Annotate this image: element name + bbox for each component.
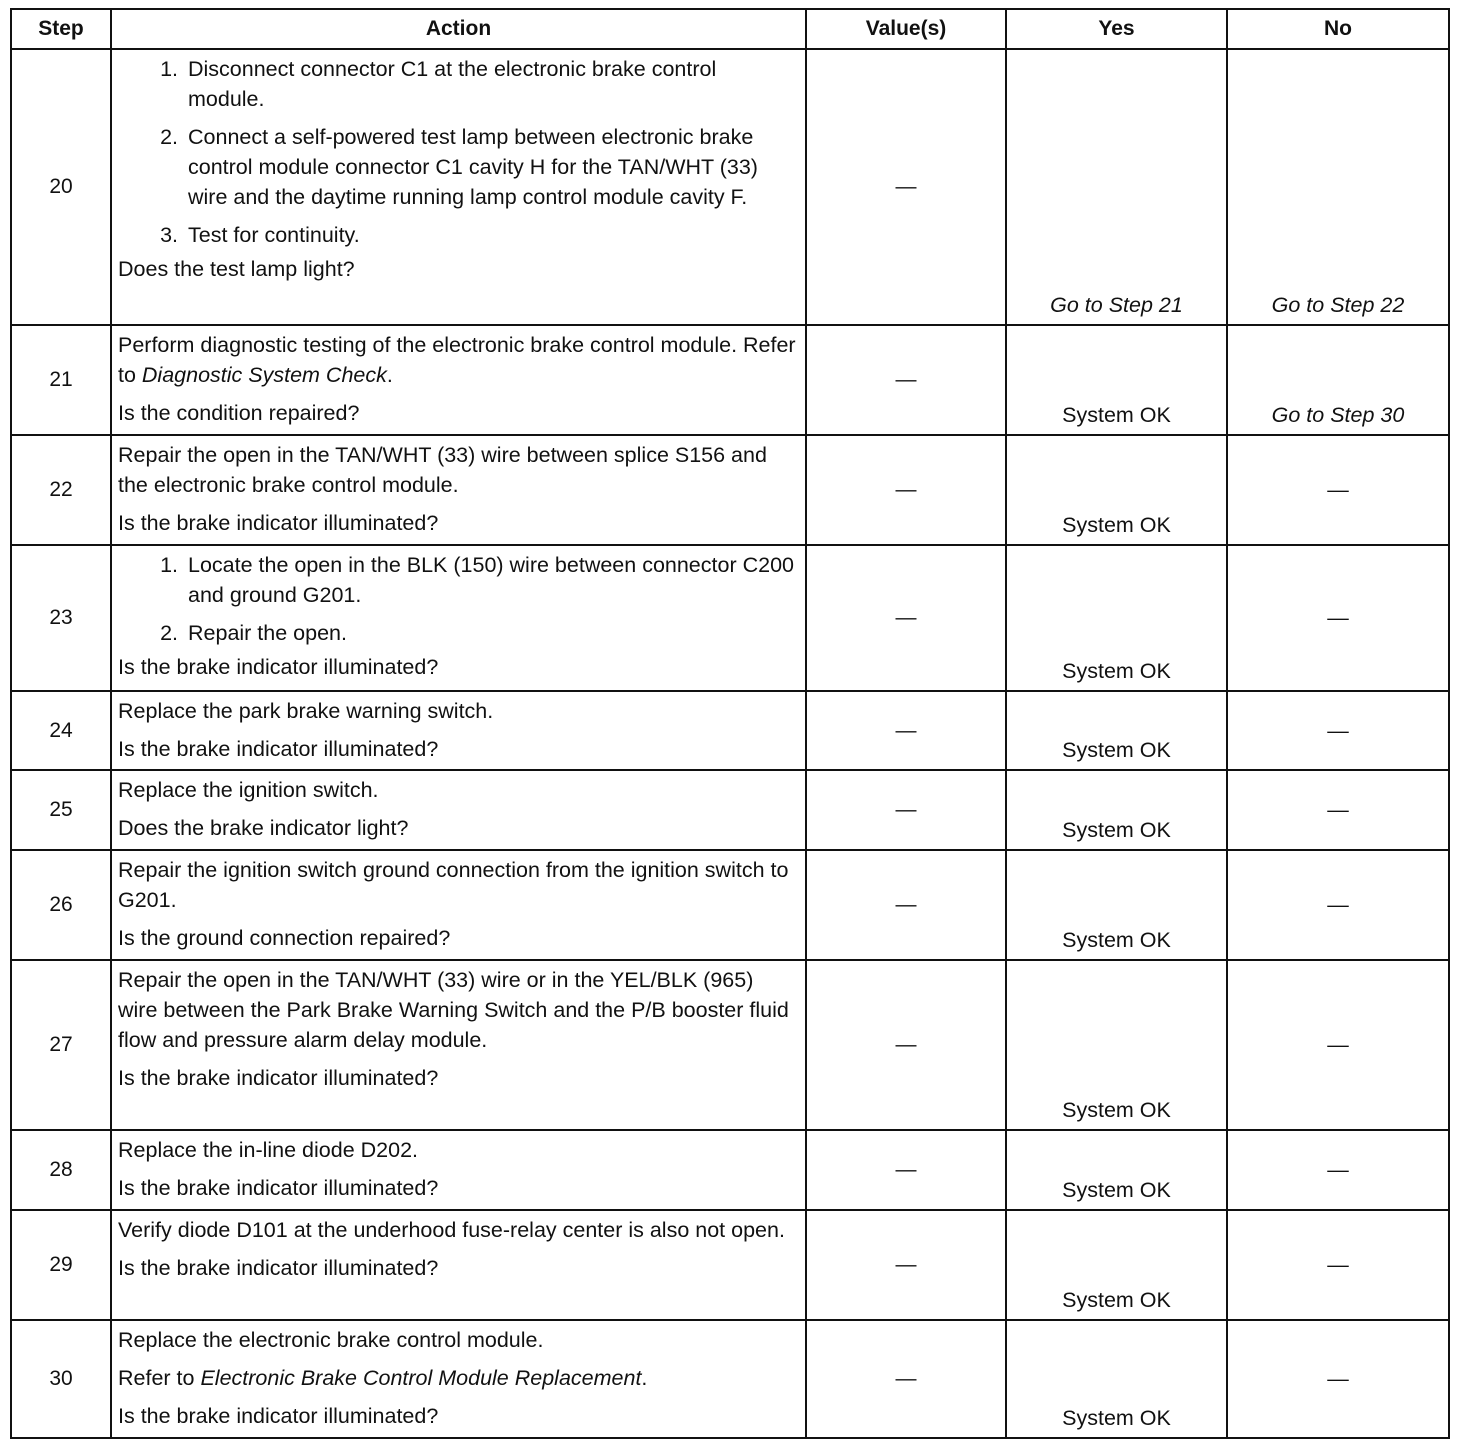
yes-result: System OK [1062,1098,1171,1122]
no-result: — [1327,1157,1349,1182]
value-cell: — [806,960,1006,1130]
yes-cell [1006,1210,1227,1320]
no-result: Go to Step 30 [1271,403,1405,427]
no-cell [1227,850,1449,960]
list-item: 2. Repair the open. [184,618,797,648]
step-number: 29 [11,1210,111,1320]
yes-cell [1006,770,1227,850]
action-cell [111,1130,806,1210]
yes-cell [1006,850,1227,960]
value-cell: — [806,545,1006,691]
header-step: Step [11,9,111,49]
value-cell: — [806,1210,1006,1320]
no-cell [1227,960,1449,1130]
action-text: Replace the ignition switch. [118,778,379,802]
list-item: 2. Connect a self-powered test lamp between electronic brake control module connector C1 cavity H for the TAN/WHT (33) wire and the daytime running lamp control module cavity F. [184,122,797,212]
action-text-lead: Perform diagnostic testing of the electronic brake control module. Refer to [118,333,796,387]
action-cell [111,770,806,850]
table-row [11,49,1449,325]
no-result: — [1327,605,1349,630]
action-question: Is the ground connection repaired? [118,926,451,950]
table-row [11,545,1449,691]
header-yes: Yes [1006,9,1227,49]
action-cell [111,850,806,960]
no-cell [1227,435,1449,545]
no-result: — [1327,1032,1349,1057]
no-cell [1227,691,1449,770]
action-question: Is the brake indicator illuminated? [118,737,439,761]
reference-link: Diagnostic System Check [141,363,387,387]
no-cell [1227,770,1449,850]
step-number: 27 [11,960,111,1130]
step-number: 25 [11,770,111,850]
numbered-list [118,54,797,250]
action-text: Replace the electronic brake control module. [118,1328,544,1352]
action-text-tail: . [641,1366,648,1390]
action-cell [111,545,806,691]
value-cell: — [806,770,1006,850]
step-number: 30 [11,1320,111,1438]
yes-cell [1006,1130,1227,1210]
action-text-lead: Refer to [118,1366,201,1390]
yes-result: System OK [1062,818,1171,842]
no-result: — [1327,1366,1349,1391]
header-row [11,9,1449,49]
yes-result: System OK [1062,513,1171,537]
table-row [11,1320,1449,1438]
action-text: Repair the open in the TAN/WHT (33) wire between splice S156 and the electronic brake control module. [118,443,767,497]
action-text: Repair the ignition switch ground connection from the ignition switch to G201. [118,858,789,912]
action-text-tail: . [386,363,393,387]
no-cell [1227,325,1449,435]
no-cell [1227,1320,1449,1438]
action-cell [111,325,806,435]
action-question: Is the condition repaired? [118,401,360,425]
no-result: — [1327,892,1349,917]
list-item: 1. Disconnect connector C1 at the electronic brake control module. [184,54,797,114]
no-result: — [1327,797,1349,822]
reference-link: Electronic Brake Control Module Replacement [200,1366,642,1390]
action-cell [111,691,806,770]
yes-cell [1006,49,1227,325]
table-row [11,1210,1449,1320]
action-question: Is the brake indicator illuminated? [118,511,439,535]
action-text [118,330,797,390]
action-question: Is the brake indicator illuminated? [118,1404,439,1428]
action-cell [111,49,806,325]
step-number: 26 [11,850,111,960]
no-cell [1227,545,1449,691]
yes-result: System OK [1062,1406,1171,1430]
value-cell: — [806,325,1006,435]
action-question: Is the brake indicator illuminated? [118,1256,439,1280]
yes-cell [1006,1320,1227,1438]
table-row [11,435,1449,545]
no-cell [1227,1130,1449,1210]
table-row [11,850,1449,960]
step-number: 28 [11,1130,111,1210]
diagnostic-table [10,8,1450,1439]
table-row [11,770,1449,850]
yes-cell [1006,545,1227,691]
no-cell [1227,49,1449,325]
step-number: 22 [11,435,111,545]
list-item: 1. Locate the open in the BLK (150) wire between connector C200 and ground G201. [184,550,797,610]
value-cell: — [806,1320,1006,1438]
no-result: — [1327,718,1349,742]
numbered-list [118,550,797,648]
step-number: 21 [11,325,111,435]
list-item: 3. Test for continuity. [184,220,797,250]
yes-cell [1006,325,1227,435]
value-cell: — [806,49,1006,325]
action-text: Repair the open in the TAN/WHT (33) wire or in the YEL/BLK (965) wire between the Park Brake Warning Switch and the P/B booster fluid flow and pressure alarm delay module. [118,968,789,1052]
action-text: Verify diode D101 at the underhood fuse-relay center is also not open. [118,1218,785,1242]
no-result: — [1327,477,1349,502]
no-result: — [1327,1252,1349,1277]
step-number: 20 [11,49,111,325]
table-row [11,325,1449,435]
action-cell [111,1210,806,1320]
value-cell: — [806,1130,1006,1210]
no-cell [1227,1210,1449,1320]
header-action: Action [111,9,806,49]
value-cell: — [806,435,1006,545]
yes-result: System OK [1062,403,1171,427]
action-question: Does the test lamp light? [118,257,355,281]
action-cell [111,960,806,1130]
yes-result: System OK [1062,659,1171,683]
table-row [11,1130,1449,1210]
action-text: Replace the in-line diode D202. [118,1138,419,1162]
action-cell [111,435,806,545]
header-no: No [1227,9,1449,49]
header-values: Value(s) [806,9,1006,49]
action-question: Is the brake indicator illuminated? [118,1066,439,1090]
action-question: Is the brake indicator illuminated? [118,655,439,679]
value-cell: — [806,850,1006,960]
no-result: Go to Step 22 [1271,293,1405,317]
step-number: 23 [11,545,111,691]
action-text: Replace the park brake warning switch. [118,699,494,723]
table-row [11,691,1449,770]
step-number: 24 [11,691,111,770]
action-question: Is the brake indicator illuminated? [118,1176,439,1200]
action-text-refer [118,1363,797,1393]
action-question: Does the brake indicator light? [118,816,409,840]
yes-result: Go to Step 21 [1050,293,1183,317]
yes-result: System OK [1062,1288,1171,1312]
value-cell: — [806,691,1006,770]
yes-result: System OK [1062,928,1171,952]
yes-cell [1006,691,1227,770]
table-row [11,960,1449,1130]
yes-cell [1006,960,1227,1130]
yes-cell [1006,435,1227,545]
action-cell [111,1320,806,1438]
yes-result: System OK [1062,738,1171,762]
yes-result: System OK [1062,1178,1171,1202]
